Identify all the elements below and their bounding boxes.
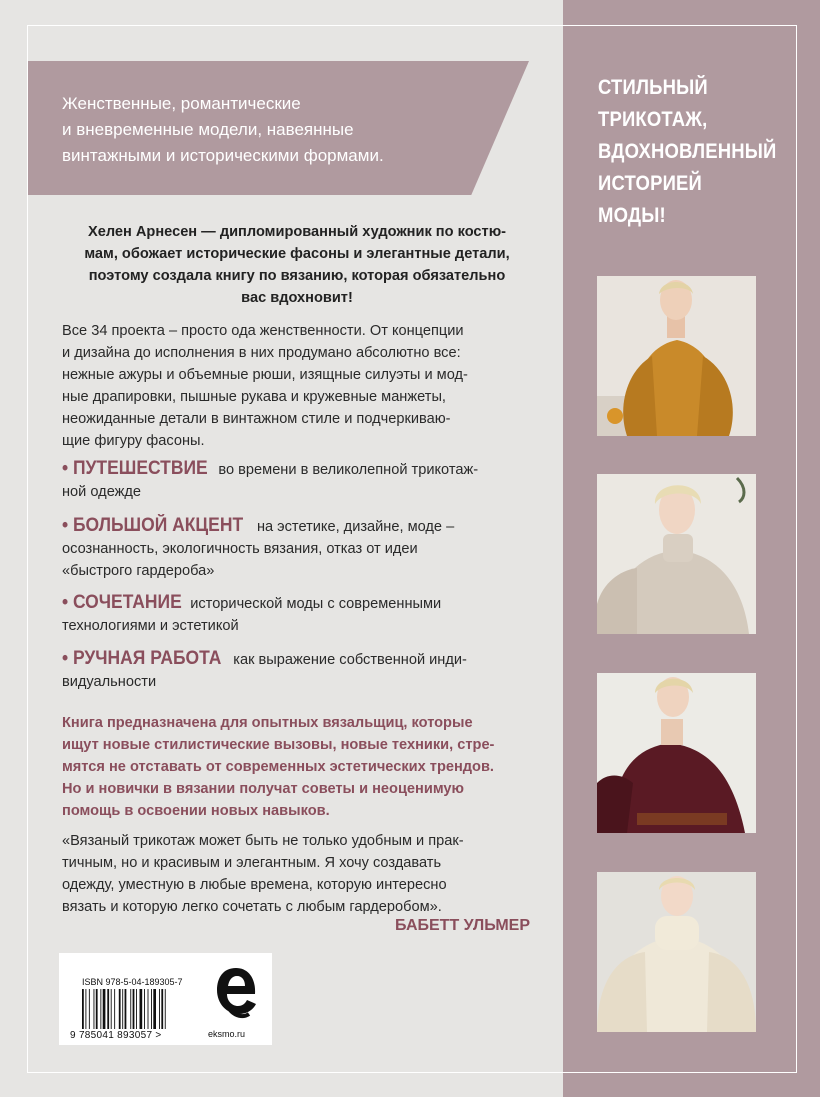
description-line: щие фигуру фасоны.	[62, 433, 205, 449]
feature-text: ной одежде	[62, 484, 142, 500]
quote-paragraph	[62, 830, 532, 918]
tagline-text	[62, 91, 482, 169]
publisher-logo-icon	[213, 964, 259, 1020]
audience-line: ищут новые стилистические вызовы, новые техники, стре-	[62, 737, 495, 753]
author-intro	[62, 221, 532, 309]
quote-line: одежду, уместную в любые времена, которую интересно	[62, 877, 447, 893]
model-photo-2	[597, 474, 756, 634]
barcode-number: 9 785041 893057 >	[70, 1030, 162, 1041]
title-line: ВДОХНОВЛЕННЫЙ	[598, 140, 777, 163]
title-line: ИСТОРИЕЙ МОДЫ!	[598, 172, 703, 227]
knitwear-photo-icon	[597, 872, 756, 1032]
intro-line: вас вдохновит!	[241, 290, 353, 306]
model-photo-4	[597, 872, 756, 1032]
knitwear-photo-icon	[597, 673, 756, 833]
barcode-icon	[82, 989, 200, 1029]
quote-line: вязать и которую легко сочетать с любым гардеробом».	[62, 899, 442, 915]
tagline-line: и вневременные модели, навеянные	[62, 120, 354, 139]
feature-handmade	[62, 648, 532, 693]
intro-line: мам, обожает исторические фасоны и элегантные детали,	[84, 246, 510, 262]
feature-travel	[62, 458, 532, 503]
knitwear-photo-icon	[597, 276, 756, 436]
publisher-site: eksmo.ru	[208, 1029, 246, 1039]
feature-text: во времени в великолепной трикотаж-	[214, 462, 479, 478]
knitwear-photo-icon	[597, 474, 756, 634]
audience-line: Книга предназначена для опытных вязальщиц, которые	[62, 715, 473, 731]
description-line: неожиданные детали в винтажном стиле и подчеркиваю-	[62, 411, 451, 427]
feature-text: технологиями и эстетикой	[62, 618, 239, 634]
feature-text: осознанность, экологичность вязания, отказ от идеи	[62, 541, 418, 557]
intro-line: Хелен Арнесен — дипломированный художник по костю-	[87, 224, 507, 240]
feature-text: «быстрого гардероба»	[62, 563, 215, 579]
isbn-label: ISBN 978-5-04-189305-7	[82, 977, 183, 987]
feature-text: как выражение собственной инди-	[229, 652, 467, 668]
title-line: ТРИКОТАЖ,	[598, 108, 708, 131]
quote-author: БАБЕТТ УЛЬМЕР	[395, 917, 530, 934]
feature-combination	[62, 592, 532, 637]
description-line: ные драпировки, пышные рукава и кружевные манжеты,	[62, 389, 446, 405]
feature-accent	[62, 515, 532, 582]
audience-line: мятся не отставать от современных эстетических трендов.	[62, 759, 494, 775]
tagline-line: Женственные, романтические	[62, 94, 301, 113]
feature-keyword: • РУЧНАЯ РАБОТА	[62, 648, 222, 669]
tagline-line: винтажными и историческими формами.	[62, 146, 384, 165]
quote-line: тичным, но и красивым и элегантным. Я хочу создавать	[62, 855, 442, 871]
audience-paragraph	[62, 712, 532, 822]
feature-keyword: • ПУТЕШЕСТВИЕ	[62, 458, 208, 479]
title-line: СТИЛЬНЫЙ	[598, 76, 708, 99]
audience-line: помощь в освоении новых навыков.	[62, 803, 330, 819]
right-panel-title	[598, 72, 777, 232]
feature-text: видуальности	[62, 674, 157, 690]
description-line: Все 34 проекта – просто ода женственности. От концепции	[62, 323, 464, 339]
model-photo-3	[597, 673, 756, 833]
feature-text: исторической моды с современными	[186, 596, 442, 612]
description-paragraph	[62, 320, 532, 452]
feature-keyword: • БОЛЬШОЙ АКЦЕНТ	[62, 515, 244, 536]
description-line: и дизайна до исполнения в них продумано абсолютно все:	[62, 345, 461, 361]
description-line: нежные ажуры и объемные рюши, изящные силуэты и мод-	[62, 367, 468, 383]
model-photo-1	[597, 276, 756, 436]
quote-line: «Вязаный трикотаж может быть не только удобным и прак-	[62, 833, 464, 849]
feature-text: на эстетике, дизайне, моде –	[252, 519, 455, 535]
feature-keyword: • СОЧЕТАНИЕ	[62, 592, 182, 613]
audience-line: Но и новички в вязании получат советы и неоценимую	[62, 781, 464, 797]
intro-line: поэтому создала книгу по вязанию, которая обязательно	[88, 268, 506, 284]
